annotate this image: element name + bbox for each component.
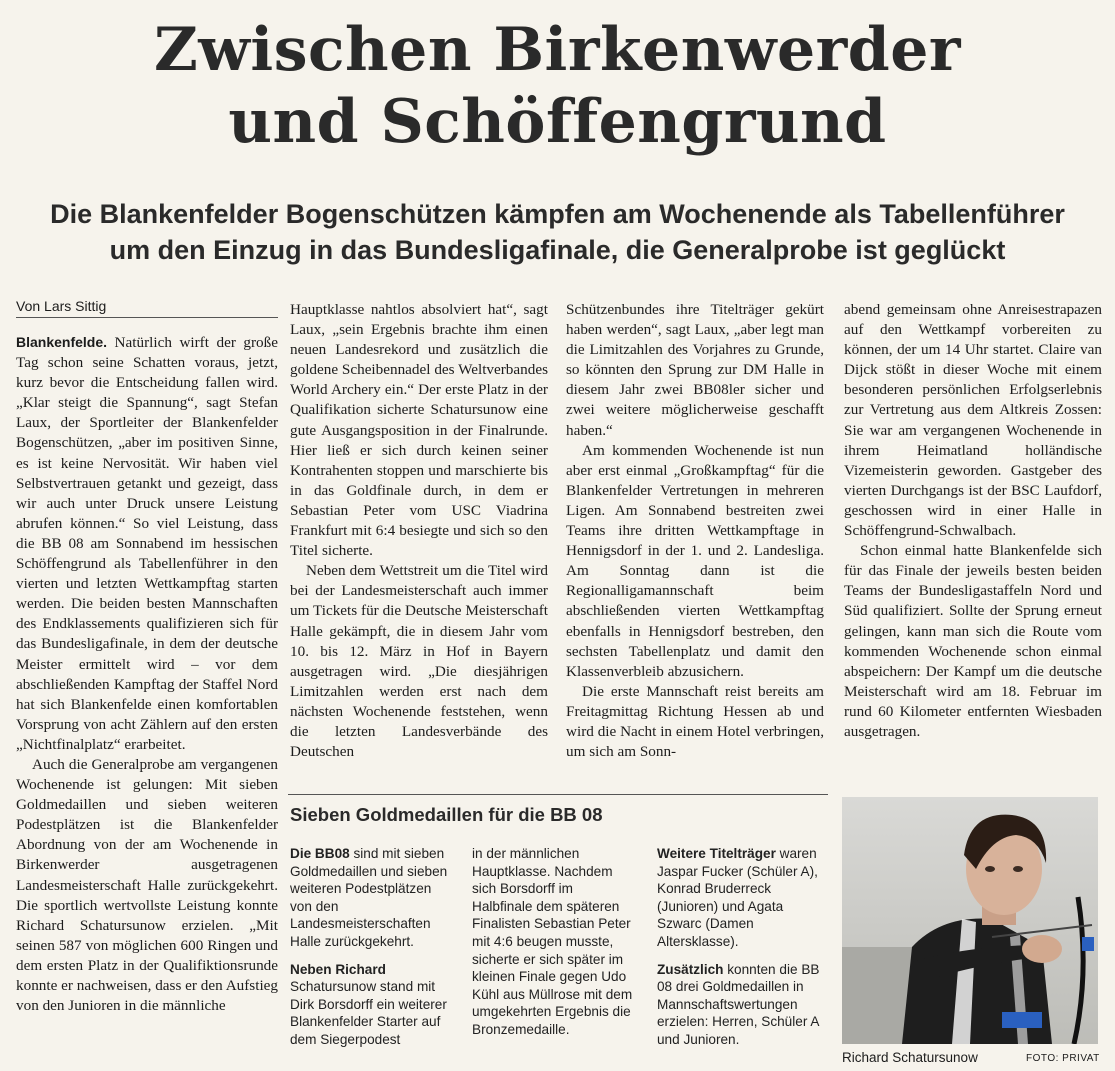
article-column-3 [566,300,824,762]
infobox-lead-4: Zusätzlich [657,961,724,977]
headline-line-2: und Schöffengrund [228,87,887,157]
article-col1-paragraph-1: Natürlich wirft der große Tag schon seine Schatten voraus, jetzt, kurz bevor die Entscheidung fallen wird. „Klar steigt die Spannung“, sagt Stefan Laux, der Sportleiter der Blankenfelder Bogenschützen, „aber im positiven Sinne, es ist keine Nervosität. Wir haben viel Selbstvertrauen getankt und gezeigt, dass wir auch unter Druck unsere Leistung abrufen können.“ So viel Leistung, dass die BB 08 am Sonnabend im hessischen Schöffengrund als Tabellenführer in den vierten und letzten Wettkampftag starten werden. Die beiden besten Mannschaften des Endklassements qualifizieren sich für das Bundesligafinale, in dem der deutsche Meister ermittelt wird – vor dem abschließenden Kampftag der Staffel Nord hat sich Blankenfelde einen komfortablen Vorsprung von acht Zählern auf den ersten „Nichtfinalplatz“ erarbeitet. [16,334,278,753]
photo-caption: Richard Schatursunow [842,1050,978,1065]
article-col4-paragraph-2: Schon einmal hatte Blankenfelde sich für das Finale der jeweils besten beiden Teams der Bundesligastaffeln Nord und Süd qualifiziert. Sollte der Sprung erneut gelingen, kann man sich die Route vom kommenden Wochenende schon einmal abspeichern: Der Kampf um die deutsche Meisterschaft wird am 18. Februar im rund 60 Kilometer entfernten Wiesbaden ausgetragen. [844,542,1102,740]
subheadline [0,196,1115,268]
infobox-text-3: in der männlichen Hauptklasse. Nachdem sich Borsdorff im Halbfinale dem späteren Finalisten Sebastian Peter mit 4:6 beugen musste, sicherte er sich später im kleinen Finale gegen Udo Kühl aus Müllrose mit dem umgekehrten Ergebnis die Bronzemedaille. [472,846,633,1037]
article-column-4 [844,300,1102,742]
photo-credit: FOTO: PRIVAT [1026,1053,1100,1064]
infobox-text-4: waren Jaspar Fucker (Schüler A), Konrad Bruderreck (Junioren) und Agata Szwarc (Damen Altersklasse). [657,846,818,949]
infobox-text-1: sind mit sieben Goldmedaillen und sieben weiteren Podestplätzen von den Landesmeisterschaften Halle zurückgekehrt. [290,846,448,949]
infobox-lead-1: Die BB08 [290,846,350,861]
infobox-column-3 [657,845,823,1059]
article-column-2 [290,300,548,762]
archer-illustration [842,797,1098,1044]
dateline: Blankenfelde. [16,334,108,350]
headline-line-1: Zwischen Birkenwerder [153,15,962,85]
infobox-rule [288,794,828,795]
archer-photo [842,797,1098,1044]
article-col3-paragraph-2: Am kommenden Wochenende ist nun aber erst einmal „Großkampftag“ für die Blankenfelder Vertretungen in mehreren Ligen. Am Sonnabend bestreiten zwei Teams ihre dritten Wettkampftage in Hennigsdorf in der 1. und 2. Landesliga. Am Sonntag dann ist die Regionalligamannschaft beim abschließenden vierten Wettkampftag ebenfalls in Hennigsdorf bestreben, den sechsten Tabellenplatz und damit den Klassenverbleib abzusichern. [566,441,824,680]
subheadline-line-1: Die Blankenfelder Bogenschützen kämpfen am Wochenende als Tabellenführer [50,199,1065,229]
byline-rule [16,317,278,318]
article-col1-paragraph-2: Auch die Generalprobe am vergangenen Wochenende ist gelungen: Mit sieben Goldmedaillen und sieben weiteren Podestplätzen ist die Blankenfelder Abordnung von der am Wochenende in Birkenwerder ausgetragenen Landesmeisterschaft Halle zurückgekehrt. Die sportlich wertvollste Leistung konnte Richard Schatursunow erzielen. „Mit seinen 587 von möglichen 600 Ringen und dem ersten Platz in der Qualifiktionsrunde konnte er nachweisen, dass er den Aufstieg von den Junioren in die männliche [16,755,278,1015]
article-column-1 [16,332,278,1016]
infobox-text-2: Schatursunow stand mit Dirk Borsdorff ein weiterer Blankenfelder Starter auf dem Siegerpodest [290,979,447,1047]
article-col2-paragraph-1: Hauptklasse nahtlos absolviert hat“, sagt Laux, „sein Ergebnis brachte ihm einen neuen Landesrekord und zusätzlich die goldene Scheibennadel des Weltverbandes World Archery ein.“ Der erste Platz in der Qualifikation sicherte Schatursunow eine gute Ausgangsposition in der Finalrunde. Hier ließ er sich durch keinen seiner Kontrahenten stoppen und marschierte bis in das Goldfinale durch, in dem er Sebastian Peter vom USC Viadrina Frankfurt mit 6:4 besiegte und sich so den Titel sicherte. [290,301,548,560]
infobox-text-5: konnten die BB 08 drei Goldmedaillen in Mannschaftswertungen erzielen: Herren, Schüler A und Junioren. [657,961,820,1047]
infobox-lead-3: Weitere Titelträger [657,846,776,861]
infobox-title: Sieben Goldmedaillen für die BB 08 [290,804,603,825]
article-col2-paragraph-2: Neben dem Wettstreit um die Titel wird bei der Landesmeisterschaft auch immer um Tickets für die Deutsche Meisterschaft Halle gekämpft, die in diesem Jahr vom 10. bis 12. März in Hof in Bayern ausgetragen wird. „Die diesjährigen Limitzahlen werden erst nach dem nächsten Wochenende feststehen, wenn die letzten Landesverbände des Deutschen [290,562,548,761]
article-col3-paragraph-3: Die erste Mannschaft reist bereits am Freitagmittag Richtung Hessen ab und wird die Nacht in einem Hotel verbringen, um sich am Sonn- [566,682,824,761]
infobox-column-2 [472,845,636,1049]
byline: Von Lars Sittig [16,298,107,314]
headline [0,14,1115,158]
article-col4-paragraph-1: abend gemeinsam ohne Anreisestrapazen auf den Wettkampf vorbereiten zu können, der um 14 Uhr startet. Claire van Dijck stößt in dieser Woche mit einem besonderen persönlichen Erfolgserlebnis zur Vertretung aus dem Altkreis Zossen: Sie war am vergangenen Wochenende in ihrem Heimatland holländische Vizemeisterin geworden. Gastgeber des vierten Durchgangs ist der BSC Laufdorf, geschossen wird in einer Halle in Schöffengrund-Schwalbach. [844,301,1102,540]
subheadline-line-2: um den Einzug in das Bundesligafinale, die Generalprobe ist geglückt [109,235,1006,265]
article-col3-paragraph-1: Schützenbundes ihre Titelträger gekürt haben werden“, sagt Laux, „aber legt man die Limitzahlen des Vorjahres zu Grunde, so könnten den Sprung zur DM Halle in diesem Jahr zwei BB08ler sicher und zwei weitere möglicherweise geschafft haben.“ [566,301,824,439]
infobox-lead-2: Neben Richard [290,961,386,977]
infobox-column-1 [290,845,450,1059]
